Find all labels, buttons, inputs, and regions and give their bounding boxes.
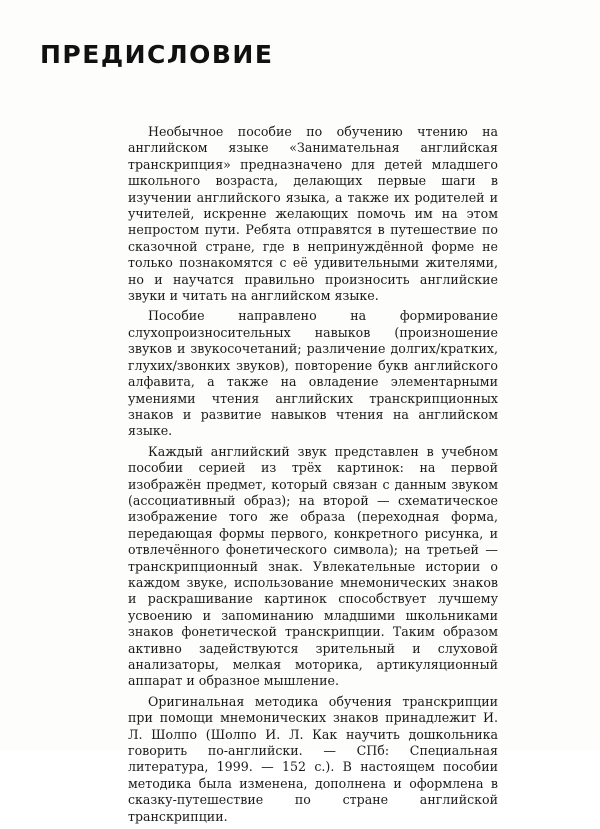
body-text [128,124,498,829]
paragraph-4: Оригинальная методика обучения транскрипции при помощи мнемонических знаков принадлежит И. Л. Шолпо (Шолпо И. Л. Как научить дошкольника говорить по-английски. — СПб: Специальная литература, 1999. — 152 с.). В настоящем пособии методика была изменена, дополнена и оформлена в сказку-путешествие по стране английской транскрипции. [128,693,498,824]
paragraph-1: Необычное пособие по обучению чтению на английском языке «Занимательная английская транскрипция» предназначено для детей младшего школьного возраста, делающих первые шаги в изучении английского языка, а также их родителей и учителей, искренне желающих помочь им на этом непростом пути. Ребята отправятся в путешествие по сказочной стране, где в непринуждённой форме не только познакомятся с её удивительными жителями, но и научатся правильно произносить английские звуки и читать на английском языке. [128,124,498,304]
paragraph-3: Каждый английский звук представлен в учебном пособии серией из трёх картинок: на первой изображён предмет, который связан с данным звуком (ассоциативный образ); на второй — схематическое изображение того же образа (переходная форма, передающая формы первого, конкретного рисунка, и отвлечённого фонетического символа); на третьей — транскрипционный знак. Увлекательные истории о каждом звуке, использование мнемонических знаков и раскрашивание картинок способствует лучшему усвоению и запоминанию младшими школьниками знаков фонетической транскрипции. Таким образом активно задействуются зрительный и слуховой анализаторы, мелкая моторика, артикуляционный аппарат и образное мышление. [128,443,498,689]
paragraph-2: Пособие направлено на формирование слухопроизносительных навыков (произношение звуков и звукосочетаний; различение долгих/кратких, глухих/звонких звуков), повторение букв английского алфавита, а также на овладение элементарными умениями чтения английских транскрипционных знаков и развитие навыков чтения на английском языке. [128,308,498,439]
page-title: ПРЕДИСЛОВИЕ [40,40,274,69]
